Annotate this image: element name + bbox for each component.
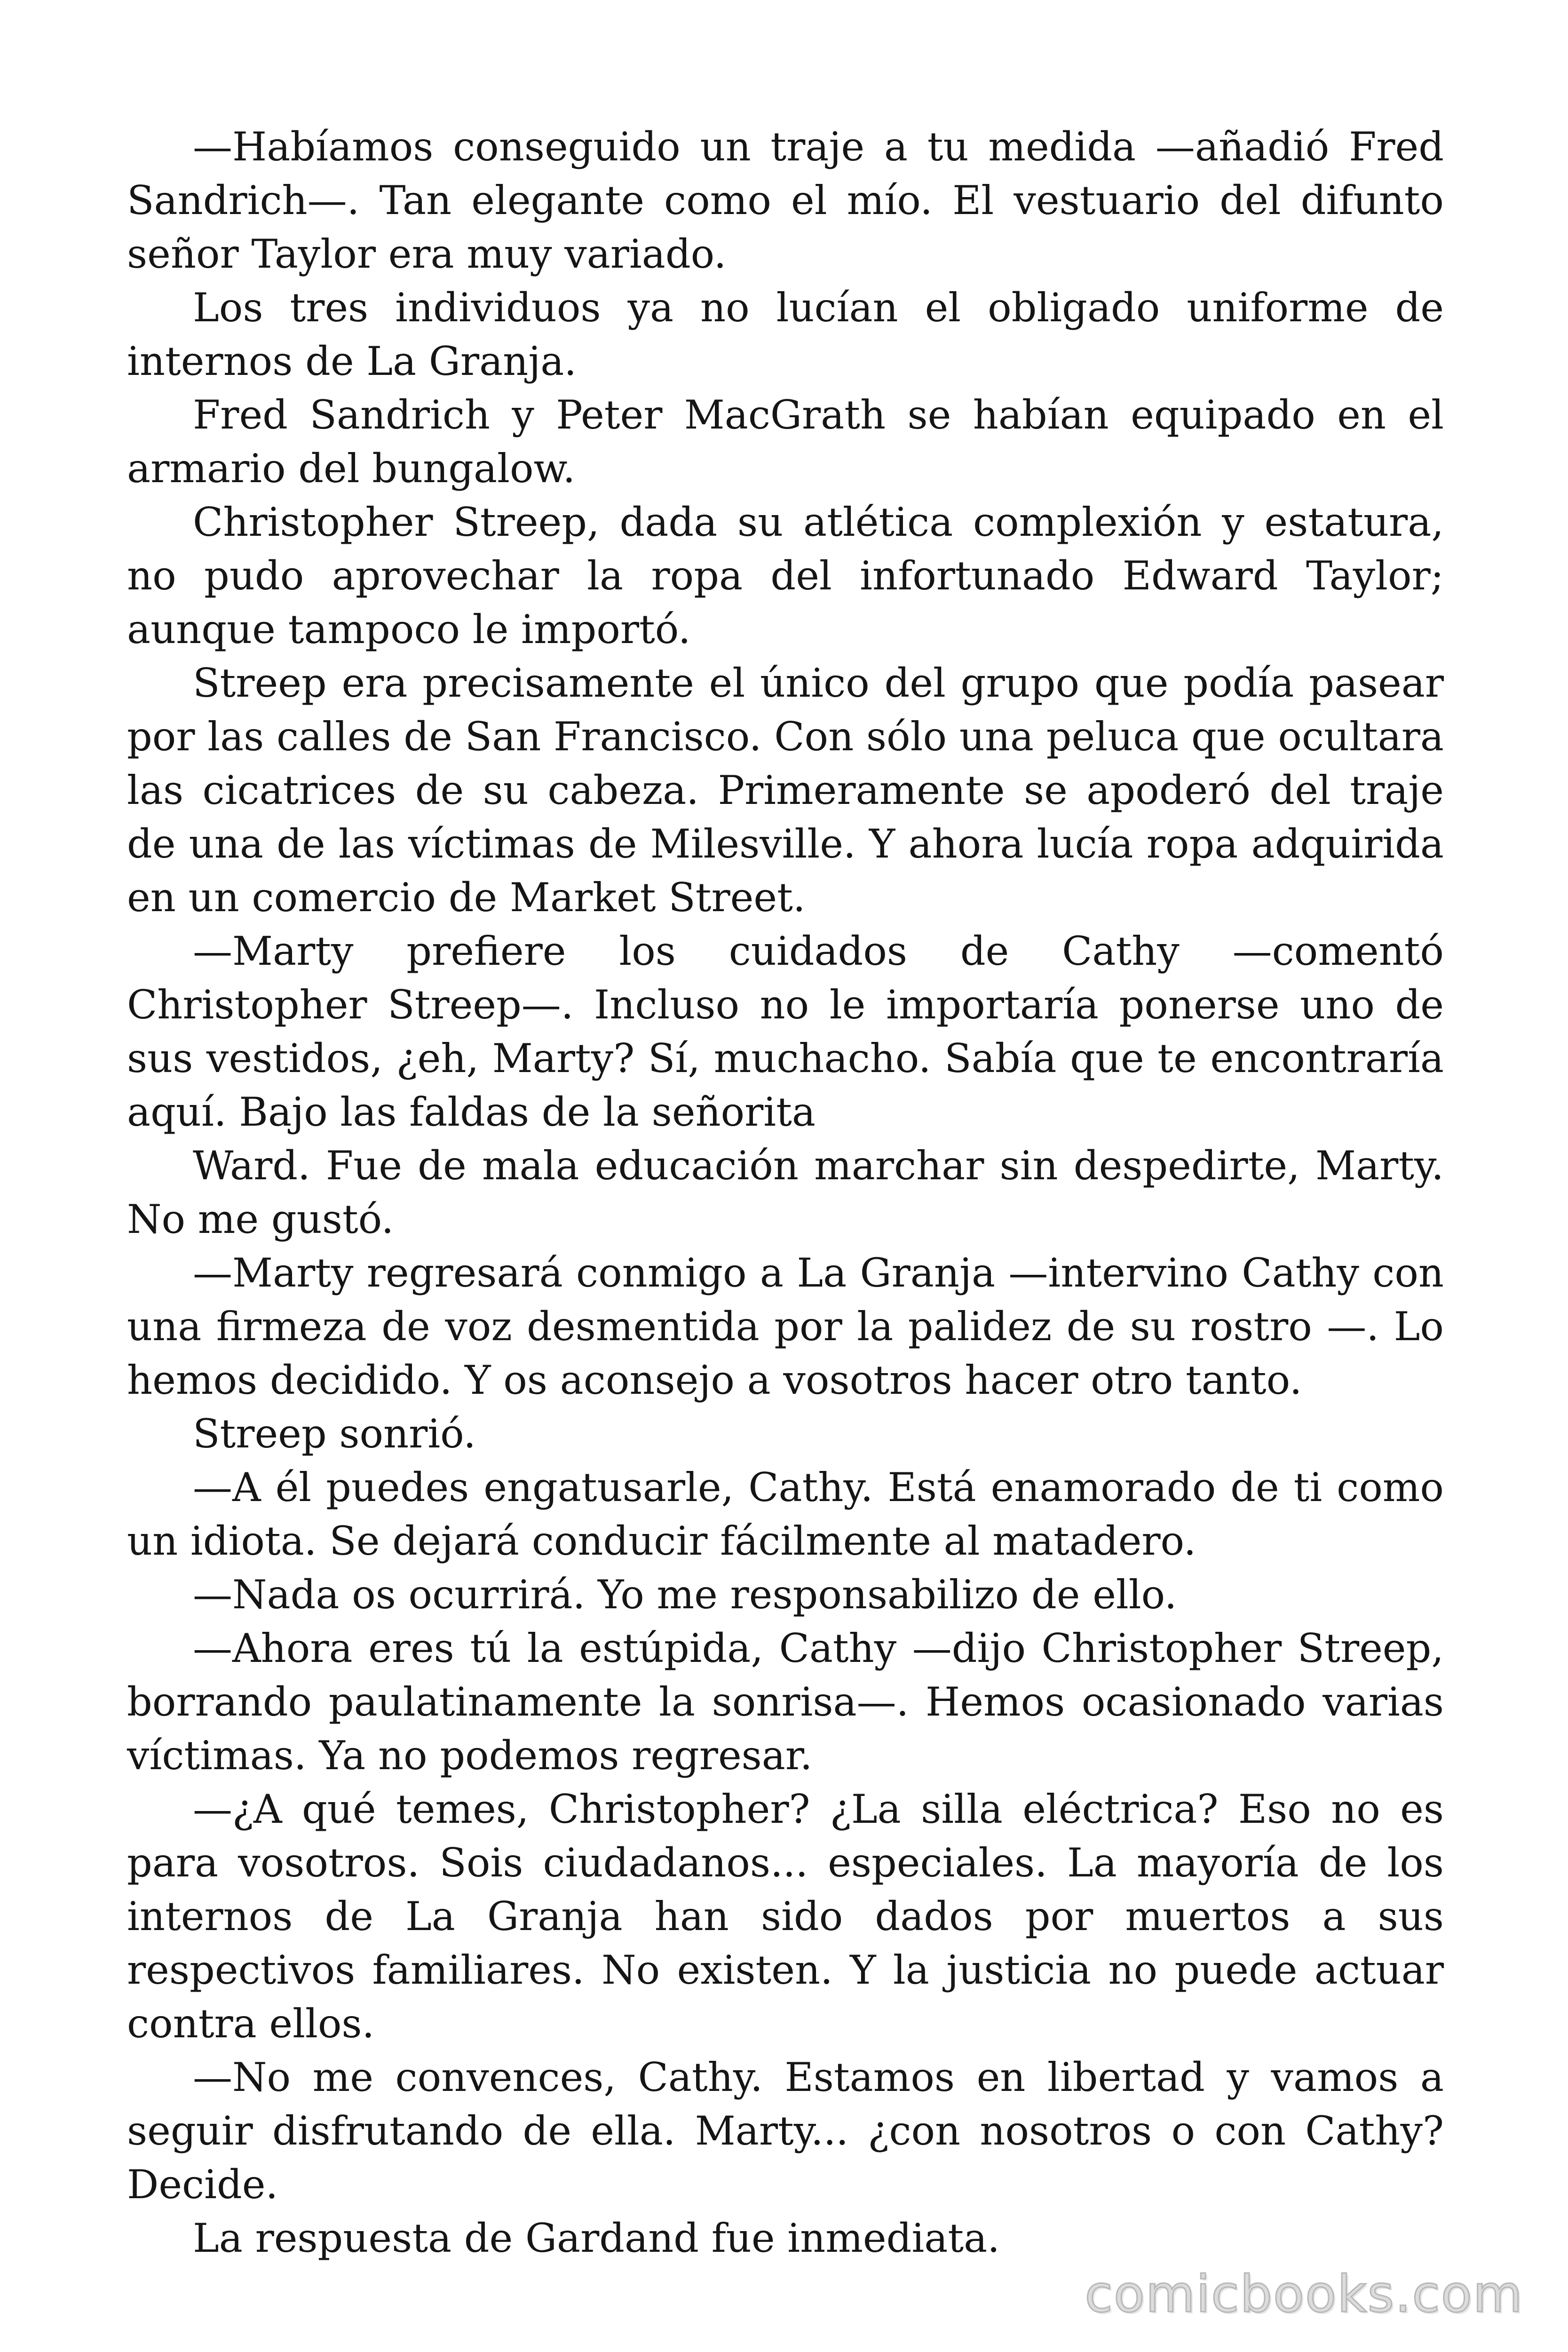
paragraph: —Marty prefiere los cuidados de Cathy —comentó Christopher Streep—. Incluso no le importaría ponerse uno de sus vestidos, ¿eh, Marty? Sí, muchacho. Sabía que te encontraría aquí. Bajo las faldas de la señorita <box>127 928 1444 1135</box>
paragraph: —Habíamos conseguido un traje a tu medida —añadió Fred Sandrich—. Tan elegante como el mío. El vestuario del difunto señor Taylor era muy variado. <box>127 124 1444 277</box>
paragraph: Ward. Fue de mala educación marchar sin despedirte, Marty. No me gustó. <box>127 1143 1444 1242</box>
paragraph: —Ahora eres tú la estúpida, Cathy —dijo Christopher Streep, borrando paulatinamente la sonrisa—. Hemos ocasionado varias víctimas. Ya no podemos regresar. <box>127 1625 1444 1779</box>
paragraph: La respuesta de Gardand fue inmediata. <box>193 2215 1000 2261</box>
paragraph: Streep era precisamente el único del grupo que podía pasear por las calles de San Francisco. Con sólo una peluca que ocultara las cicatrices de su cabeza. Primeramente se apoderó del traje de una de las víctimas de Milesville. Y ahora lucía ropa adquirida en un comercio de Market Street. <box>127 660 1444 921</box>
paragraph: —¿A qué temes, Christopher? ¿La silla eléctrica? Eso no es para vosotros. Sois ciudadanos... especiales. La mayoría de los internos de La Granja han sido dados por muertos a sus respectivos familiares. No existen. Y la justicia no puede actuar contra ellos. <box>127 1786 1444 2047</box>
paragraph: —Marty regresará conmigo a La Granja —intervino Cathy con una firmeza de voz desmentida por la palidez de su rostro —. Lo hemos decidido. Y os aconsejo a vosotros hacer otro tanto. <box>127 1250 1444 1403</box>
site-watermark: comicbooks.com <box>1085 2265 1523 2324</box>
paragraph: —Nada os ocurrirá. Yo me responsabilizo de ello. <box>193 1572 1177 1618</box>
paragraph: —No me convences, Cathy. Estamos en libertad y vamos a seguir disfrutando de ella. Marty... ¿con nosotros o con Cathy? Decide. <box>127 2054 1444 2208</box>
paragraph: Streep sonrió. <box>193 1411 476 1457</box>
paragraph: Fred Sandrich y Peter MacGrath se habían equipado en el armario del bungalow. <box>127 392 1444 492</box>
paragraph: —A él puedes engatusarle, Cathy. Está enamorado de ti como un idiota. Se dejará conducir fácilmente al matadero. <box>127 1464 1444 1564</box>
page-body <box>127 120 1444 2265</box>
paragraph: Christopher Streep, dada su atlética complexión y estatura, no pudo aprovechar la ropa del infortunado Edward Taylor; aunque tampoco le importó. <box>127 499 1444 652</box>
paragraph: Los tres individuos ya no lucían el obligado uniforme de internos de La Granja. <box>127 285 1444 384</box>
